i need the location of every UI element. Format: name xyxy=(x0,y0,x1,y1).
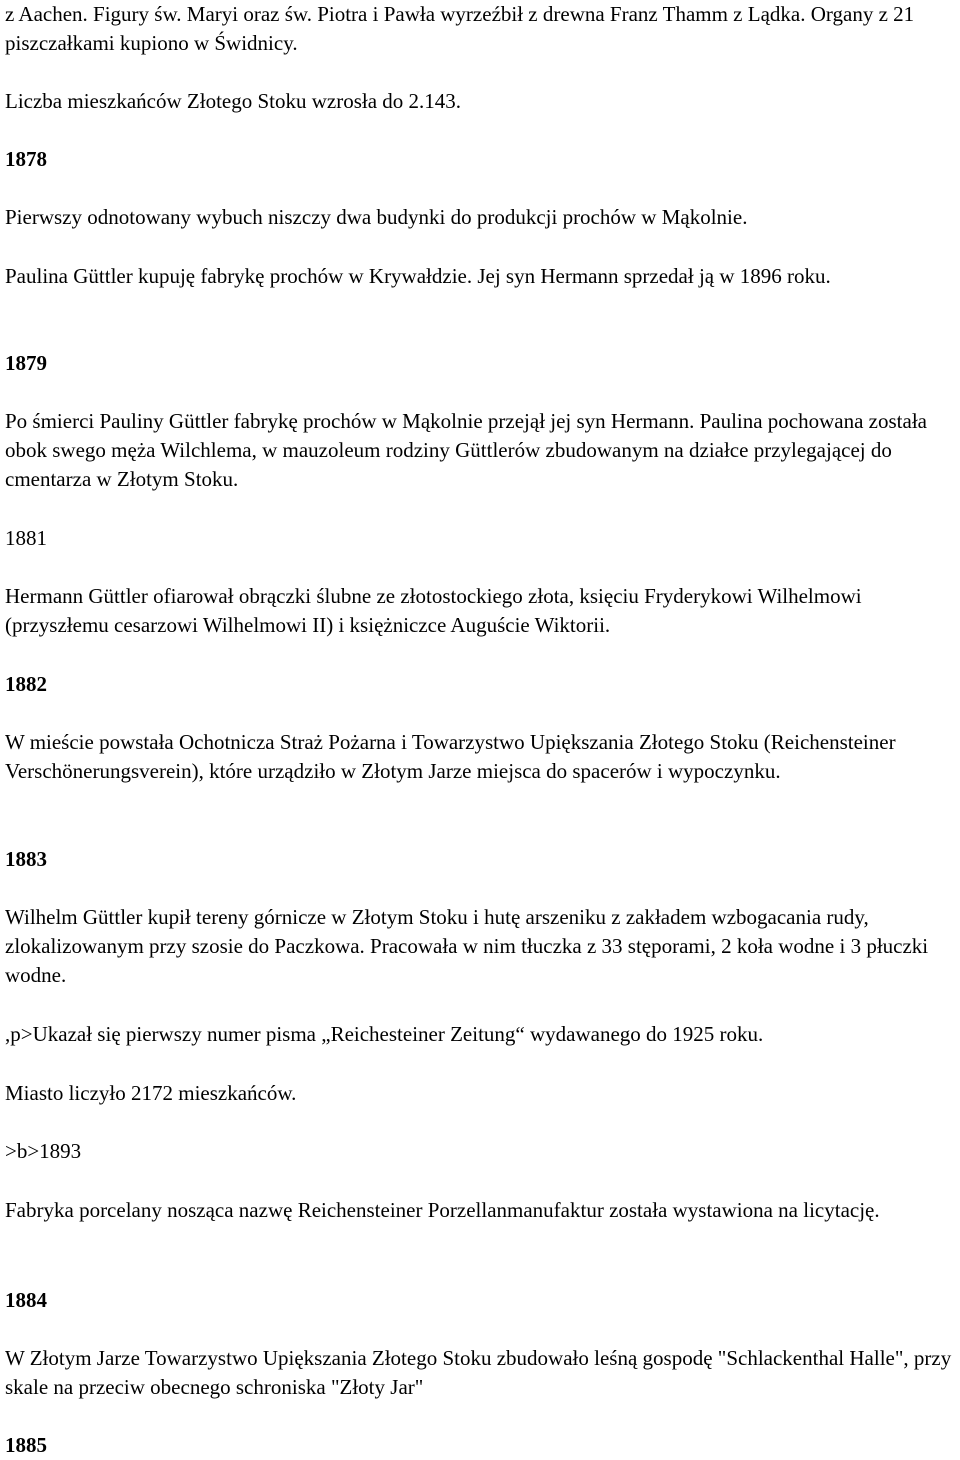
year-heading-1884: 1884 xyxy=(5,1288,47,1312)
paragraph-1878-explosion: Pierwszy odnotowany wybuch niszczy dwa budynki do produkcji prochów w Mąkolnie. xyxy=(5,205,748,229)
year-heading-1881: 1881 xyxy=(5,526,47,550)
year-heading-1878: 1878 xyxy=(5,147,47,171)
paragraph-aachen-figures: z Aachen. Figury św. Maryi oraz św. Piotra i Pawła wyrzeźbił z drewna Franz Thamm z Lądka. Organy z 21 piszczałkami kupiono w Świdnicy. xyxy=(5,2,915,55)
paragraph-1883-mining: Wilhelm Güttler kupił tereny górnicze w Złotym Stoku i hutę arszeniku z zakładem wzbogacania rudy, zlokalizowanym przy szosie do Paczkowa. Pracowała w nim tłuczka z 33 stęporami, 2 koła wodne i 3 płuczki wodne. xyxy=(5,905,929,987)
paragraph-1879-hermann: Po śmierci Pauliny Güttler fabrykę prochów w Mąkolnie przejął jej syn Hermann. Paulina pochowana została obok swego męża Wilchlema, w mauzoleum rodziny Güttlerów zbudowanym na działce przylegającej do cmentarza w Złotym Stoku. xyxy=(5,409,927,491)
year-heading-1879: 1879 xyxy=(5,351,47,375)
paragraph-population-1877: Liczba mieszkańców Złotego Stoku wzrosła do 2.143. xyxy=(5,89,462,113)
paragraph-population-2172: Miasto liczyło 2172 mieszkańców. xyxy=(5,1081,297,1105)
year-heading-1883: 1883 xyxy=(5,847,47,871)
paragraph-1893-marker: >b>1893 xyxy=(5,1139,82,1163)
paragraph-1884-inn: W Złotym Jarze Towarzystwo Upiększania Złotego Stoku zbudowało leśną gospodę "Schlackenthal Halle", przy skale na przeciw obecnego schroniska "Złoty Jar" xyxy=(5,1346,952,1399)
paragraph-zeitung: ,p>Ukazał się pierwszy numer pisma „Reichesteiner Zeitung“ wydawanego do 1925 roku. xyxy=(5,1022,764,1046)
year-heading-1882: 1882 xyxy=(5,672,47,696)
paragraph-porcelain-auction: Fabryka porcelany nosząca nazwę Reichensteiner Porzellanmanufaktur została wystawiona na licytację. xyxy=(5,1198,880,1222)
year-heading-1885: 1885 xyxy=(5,1433,47,1457)
paragraph-1881-rings: Hermann Güttler ofiarował obrączki ślubne ze złotostockiego złota, księciu Fryderykowi Wilhelmowi (przyszłemu cesarzowi Wilhelmowi II) i księżniczce Auguście Wiktorii. xyxy=(5,584,862,637)
paragraph-1882-fire-brigade: W mieście powstała Ochotnicza Straż Pożarna i Towarzystwo Upiększania Złotego Stoku (Reichensteiner Verschönerungsverein), które urządziło w Złotym Jarze miejsca do spacerów i wypoczynku. xyxy=(5,730,896,783)
paragraph-1878-paulina: Paulina Güttler kupuję fabrykę prochów w Krywałdzie. Jej syn Hermann sprzedał ją w 1896 roku. xyxy=(5,264,831,288)
